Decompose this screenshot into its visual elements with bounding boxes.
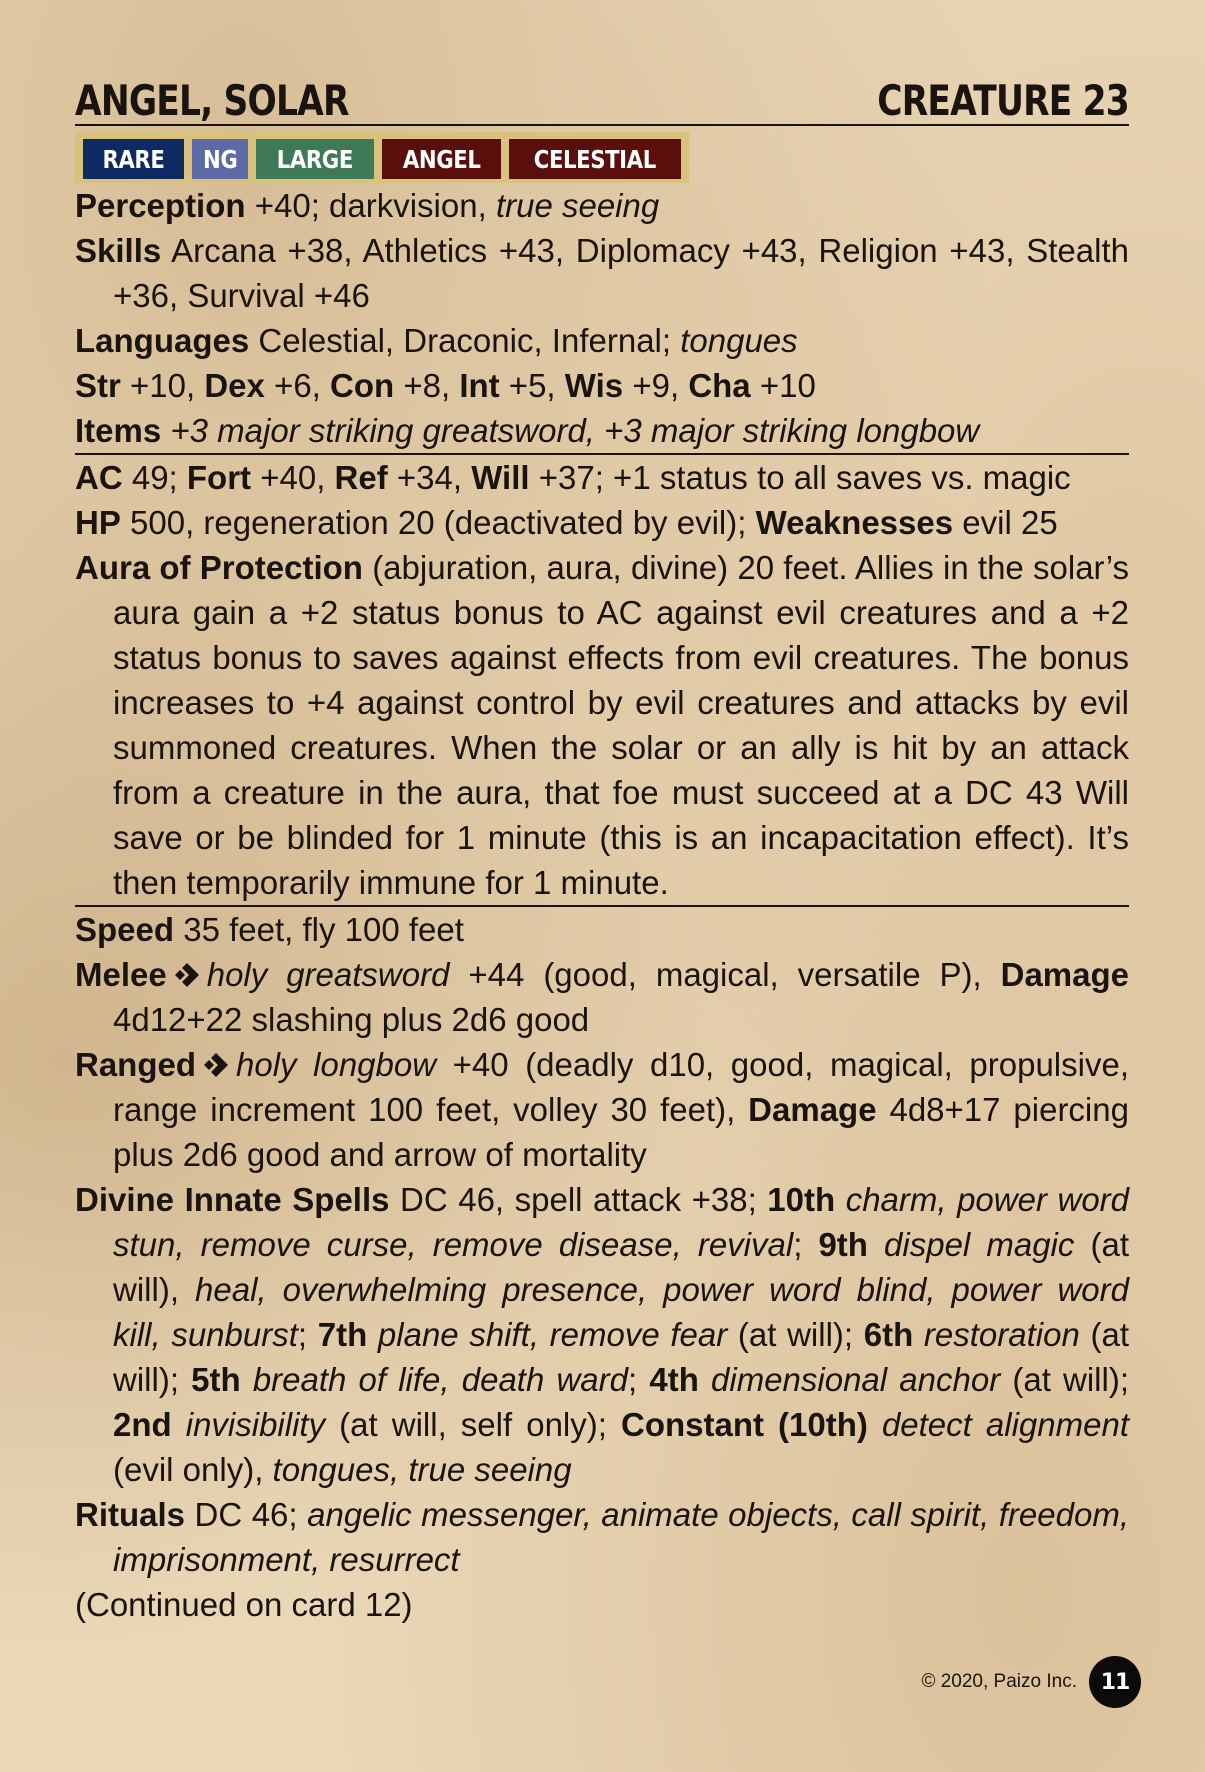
trait-list [75,132,689,183]
aura-ability: Aura of Protection (abjuration, aura, divine) 20 feet. Allies in the solar’s aura gain a +2 status bonus to AC against evil creatures and a +2 status bonus to saves against effects from evil creatures. The bonus increases to +4 against control by evil creatures and attacks by evil summoned creatures. When the solar or an ally is hit by an attack from a creature in the aura, that foe must succeed at a DC 43 Will save or be blinded for 1 minute (this is an incapacitation effect). It’s then temporarily immune for 1 minute. [75,545,1129,907]
defense-line: AC 49; Fort +40, Ref +34, Will +37; +1 status to all saves vs. magic [75,459,1071,496]
creature-level: CREATURE 23 [877,76,1129,125]
skills-line: Skills Arcana +38, Athletics +43, Diplomacy +43, Religion +43, Stealth +36, Survival +46 [75,232,1129,314]
melee-strike: Melee holy greatsword +44 (good, magical, versatile P), Damage 4d12+22 slashing plus 2d6 good [75,956,1129,1038]
trait-celestial: CELESTIAL [509,139,681,179]
items-line: Items +3 major striking greatsword, +3 major striking longbow [75,408,1129,455]
continued-note: (Continued on card 12) [75,1586,413,1623]
creature-name: ANGEL, SOLAR [75,76,349,125]
trait-alignment: NG [192,139,248,179]
trait-rare: RARE [83,139,184,179]
hp-line: HP 500, regeneration 20 (deactivated by evil); Weaknesses evil 25 [75,504,1058,541]
trait-angel: ANGEL [382,139,501,179]
footer [921,1656,1141,1708]
single-action-icon [204,1053,228,1077]
stat-block [75,70,1129,1627]
copyright: © 2020, Paizo Inc. [921,1671,1077,1692]
ranged-strike: Ranged holy longbow +40 (deadly d10, good, magical, propulsive, range increment 100 feet, volley 30 feet), Damage 4d8+17 piercing plus 2d6 good and arrow of mortality [75,1046,1129,1173]
divine-innate-spells: Divine Innate Spells DC 46, spell attack +38; 10th charm, power word stun, remove curse, remove disease, revival; 9th dispel magic (at will), heal, overwhelming presence, power word blind, power word kill, sunburst; 7th plane shift, remove fear (at will); 6th restoration (at will); 5th breath of life, death ward; 4th dimensional anchor (at will); 2nd invisibility (at will, self only); Constant (10th) detect alignment (evil only), tongues, true seeing [75,1181,1130,1488]
card-number-badge: 11 [1089,1656,1141,1708]
ability-scores-line: Str +10, Dex +6, Con +8, Int +5, Wis +9, Cha +10 [75,367,816,404]
single-action-icon [175,963,199,987]
trait-size: LARGE [256,139,374,179]
speed-line: Speed 35 feet, fly 100 feet [75,911,464,948]
languages-line: Languages Celestial, Draconic, Infernal; tongues [75,322,798,359]
rituals-line: Rituals DC 46; angelic messenger, animate objects, call spirit, freedom, imprisonment, resurrect [75,1496,1129,1578]
perception-line: Perception +40; darkvision, true seeing [75,187,660,224]
title-row [75,70,1129,126]
